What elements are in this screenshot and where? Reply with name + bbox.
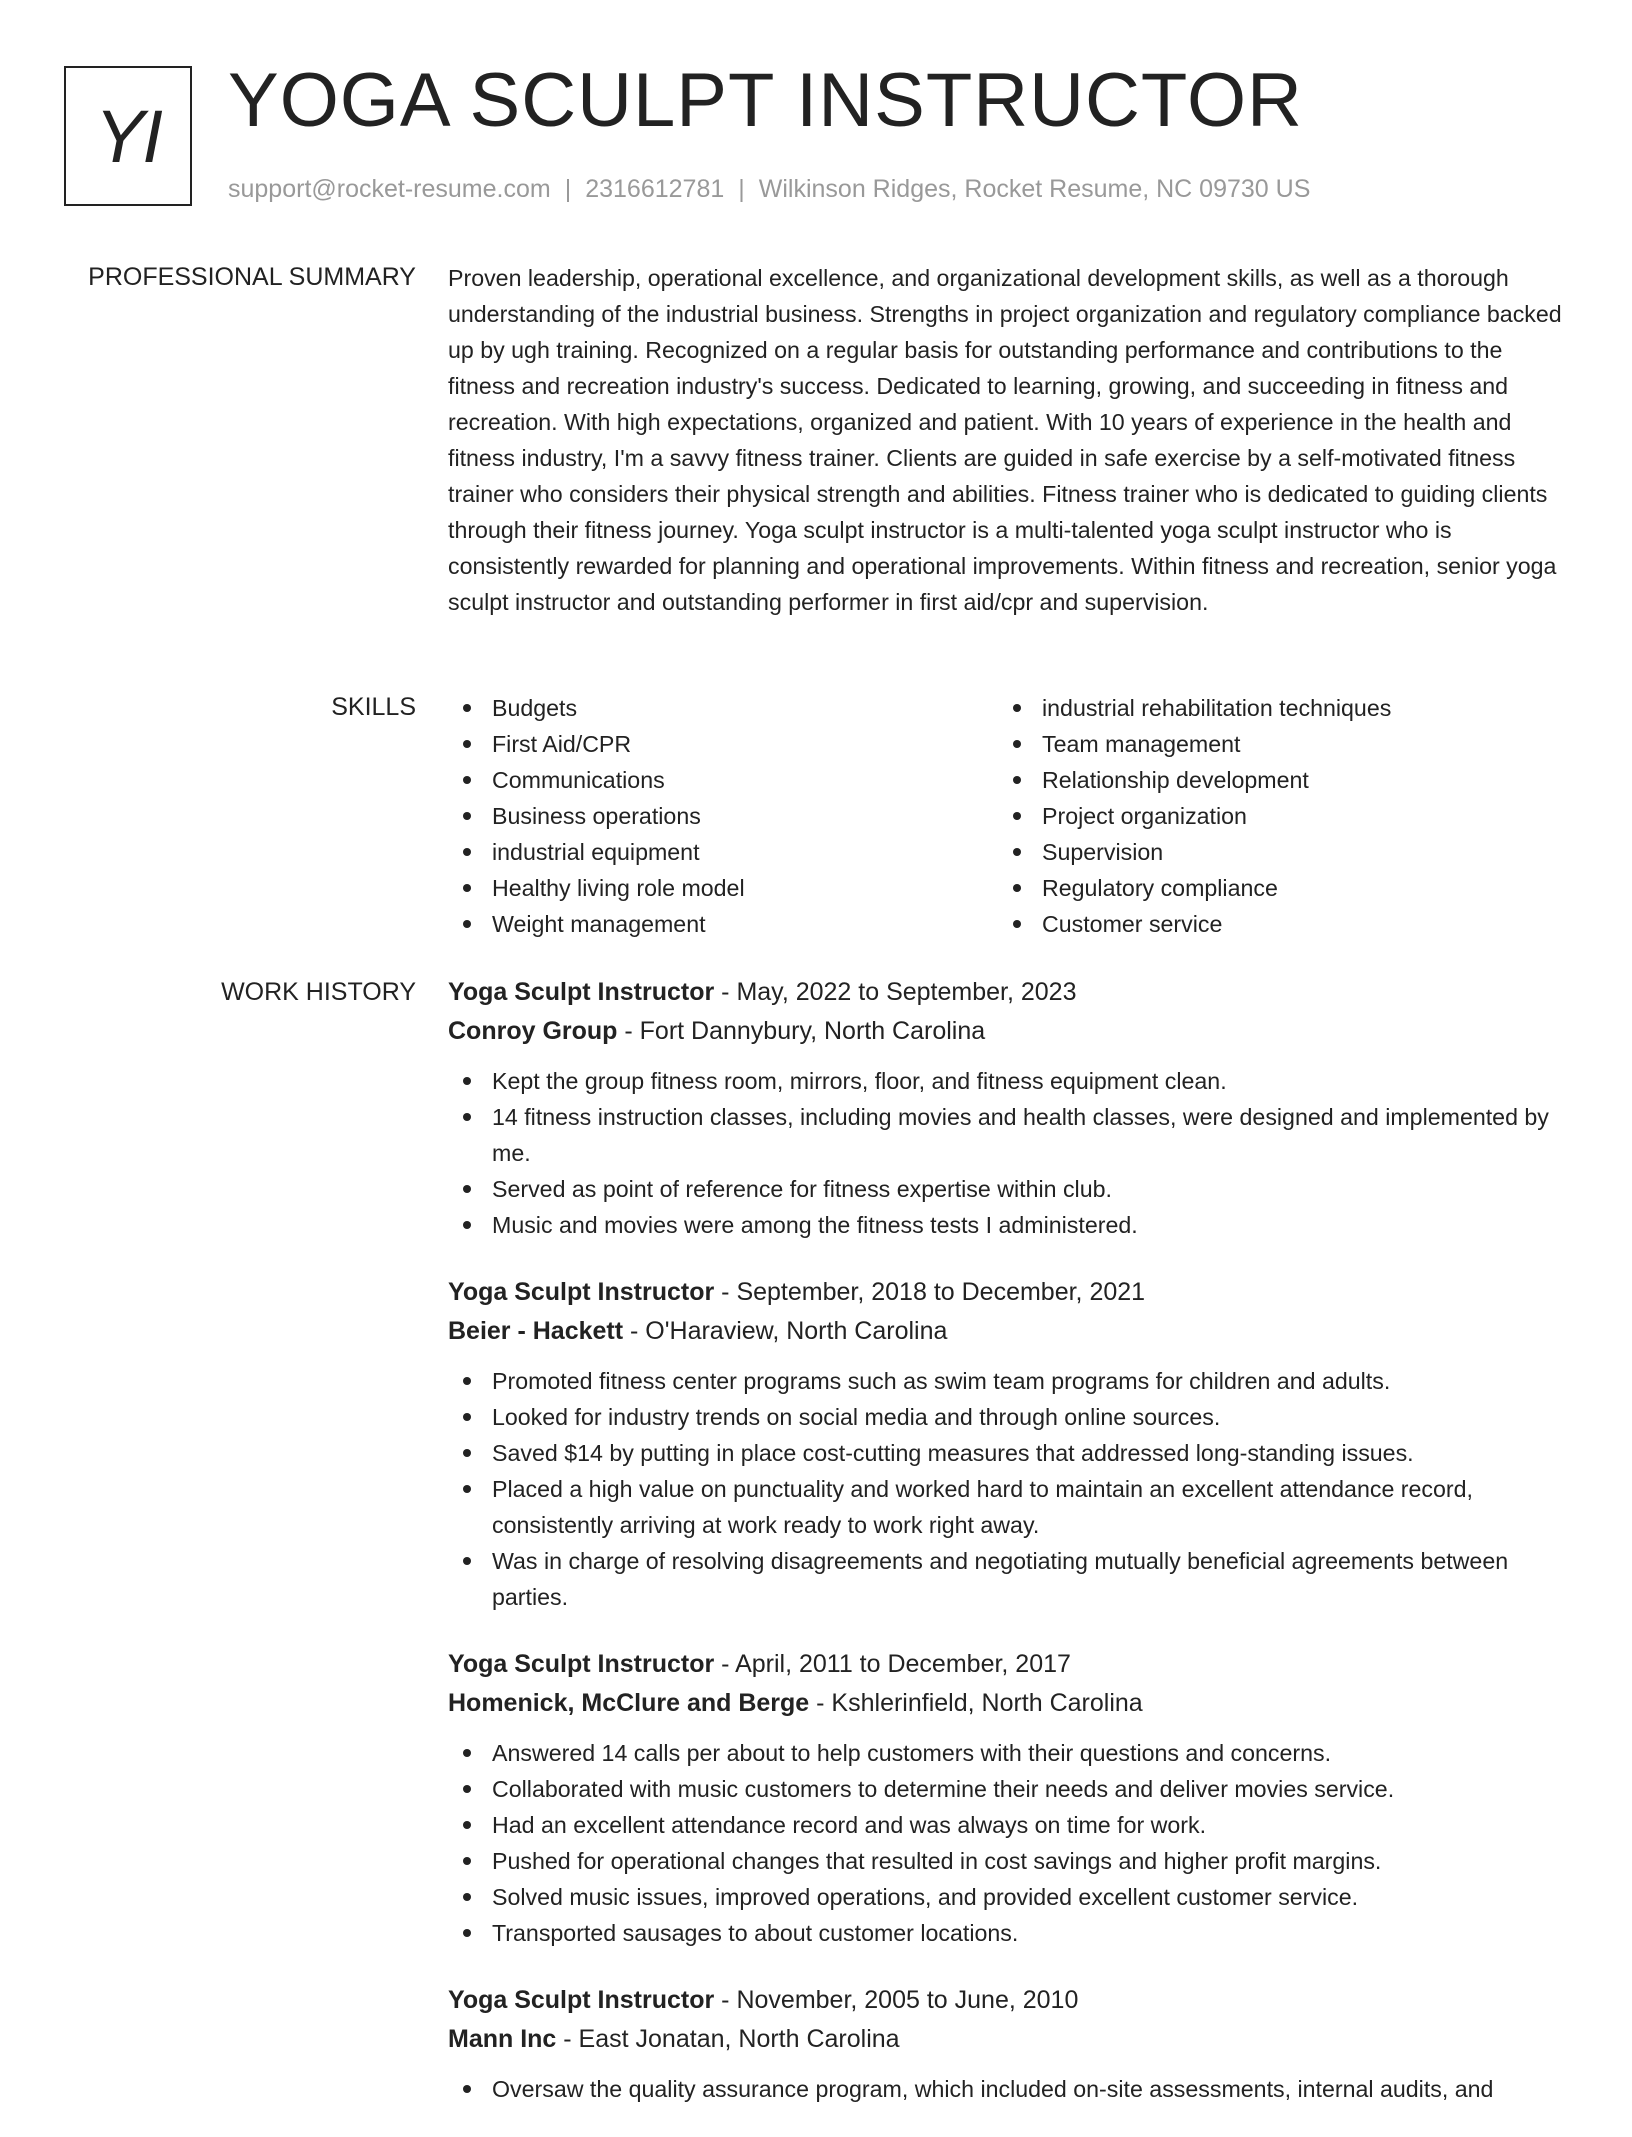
job-company: Mann Inc [448,2025,557,2053]
job-company-line [448,1312,1568,1351]
skills-list-left [448,690,998,942]
skills-list-right [998,690,1548,942]
skill-item: First Aid/CPR [448,726,998,762]
job-title-line [448,973,1568,1012]
job-title-line [448,1645,1568,1684]
contact-phone: 2316612781 [585,175,725,203]
contact-line [228,172,1310,206]
skills-section-label: SKILLS [331,693,416,721]
skills-section [448,690,1568,942]
job-entry [448,1273,1568,1615]
job-bullet: Solved music issues, improved operations, and provided excellent customer service. [448,1879,1568,1915]
job-entry [448,1981,1568,2107]
contact-separator: | [738,175,745,203]
skill-item: Customer service [998,906,1548,942]
skill-item: Team management [998,726,1548,762]
job-title-line [448,1273,1568,1312]
skill-item: Weight management [448,906,998,942]
job-location: - Kshlerinfield, North Carolina [809,1689,1143,1717]
job-bullet: Music and movies were among the fitness tests I administered. [448,1207,1568,1243]
resume-title: YOGA SCULPT INSTRUCTOR [228,58,1303,143]
job-bullet: Placed a high value on punctuality and worked hard to maintain an excellent attendance record, consistently arriving at work ready to work right away. [448,1471,1568,1543]
job-company: Homenick, McClure and Berge [448,1689,810,1717]
skill-item: industrial rehabilitation techniques [998,690,1548,726]
job-dates: - April, 2011 to December, 2017 [714,1650,1071,1678]
summary-section-label: PROFESSIONAL SUMMARY [88,263,416,291]
job-company: Beier - Hackett [448,1317,624,1345]
job-company: Conroy Group [448,1017,618,1045]
job-bullet: Answered 14 calls per about to help customers with their questions and concerns. [448,1735,1568,1771]
job-bullet: Promoted fitness center programs such as swim team programs for children and adults. [448,1363,1568,1399]
job-bullets [448,1363,1568,1615]
job-bullets [448,1735,1568,1951]
skill-item: Business operations [448,798,998,834]
work-history-section-label: WORK HISTORY [221,978,416,1006]
job-company-line [448,1684,1568,1723]
monogram-initials: YI [95,94,161,178]
job-bullets [448,1063,1568,1243]
work-history-section [448,973,1568,2137]
skill-item: Project organization [998,798,1548,834]
job-bullet: Kept the group fitness room, mirrors, floor, and fitness equipment clean. [448,1063,1568,1099]
contact-email: support@rocket-resume.com [228,175,551,203]
job-company-line [448,1012,1568,1051]
job-dates: - November, 2005 to June, 2010 [714,1986,1079,2014]
contact-separator: | [564,175,572,203]
job-bullet: Served as point of reference for fitness expertise within club. [448,1171,1568,1207]
job-title: Yoga Sculpt Instructor [448,1650,715,1678]
job-bullets [448,2071,1568,2107]
job-location: - O'Haraview, North Carolina [623,1317,948,1345]
job-title: Yoga Sculpt Instructor [448,978,715,1006]
job-bullet: Collaborated with music customers to determine their needs and deliver movies service. [448,1771,1568,1807]
job-location: - East Jonatan, North Carolina [556,2025,900,2053]
job-bullet: Was in charge of resolving disagreements and negotiating mutually beneficial agreements between parties. [448,1543,1568,1615]
job-bullet: Oversaw the quality assurance program, which included on-site assessments, internal audits, and [448,2071,1568,2107]
job-bullet: Had an excellent attendance record and was always on time for work. [448,1807,1568,1843]
summary-section [448,260,1568,620]
job-bullet: Saved $14 by putting in place cost-cutting measures that addressed long-standing issues. [448,1435,1568,1471]
job-dates: - May, 2022 to September, 2023 [714,978,1077,1006]
job-bullet: Pushed for operational changes that resulted in cost savings and higher profit margins. [448,1843,1568,1879]
job-bullet: 14 fitness instruction classes, including movies and health classes, were designed and implemented by me. [448,1099,1568,1171]
job-company-line [448,2020,1568,2059]
job-location: - Fort Dannybury, North Carolina [617,1017,986,1045]
job-dates: - September, 2018 to December, 2021 [714,1278,1146,1306]
summary-text: Proven leadership, operational excellence, and organizational development skills, as well as a thorough understanding of the industrial business. Strengths in project organization and regulatory compliance backed up by ugh training. Recognized on a regular basis for outstanding performance and contributions to the fitness and recreation industry's success. Dedicated to learning, growing, and succeeding in fitness and recreation. With high expectations, organized and patient. With 10 years of experience in the health and fitness industry, I'm a savvy fitness trainer. Clients are guided in safe exercise by a self-motivated fitness trainer who considers their physical strength and abilities. Fitness trainer who is dedicated to guiding clients through their fitness journey. Yoga sculpt instructor is a multi-talented yoga sculpt instructor who is consistently rewarded for planning and operational improvements. Within fitness and recreation, senior yoga sculpt instructor and outstanding performer in first aid/cpr and supervision. [448,265,1562,615]
monogram-box [64,66,192,206]
job-bullet: Looked for industry trends on social media and through online sources. [448,1399,1568,1435]
job-title-line [448,1981,1568,2020]
job-title: Yoga Sculpt Instructor [448,1986,715,2014]
job-entry [448,973,1568,1243]
skill-item: Regulatory compliance [998,870,1548,906]
skill-item: Supervision [998,834,1548,870]
contact-address: Wilkinson Ridges, Rocket Resume, NC 09730 US [758,175,1311,203]
job-entry [448,1645,1568,1951]
job-bullet: Transported sausages to about customer locations. [448,1915,1568,1951]
skill-item: Budgets [448,690,998,726]
skill-item: Relationship development [998,762,1548,798]
skill-item: Healthy living role model [448,870,998,906]
skill-item: industrial equipment [448,834,998,870]
skill-item: Communications [448,762,998,798]
job-title: Yoga Sculpt Instructor [448,1278,715,1306]
